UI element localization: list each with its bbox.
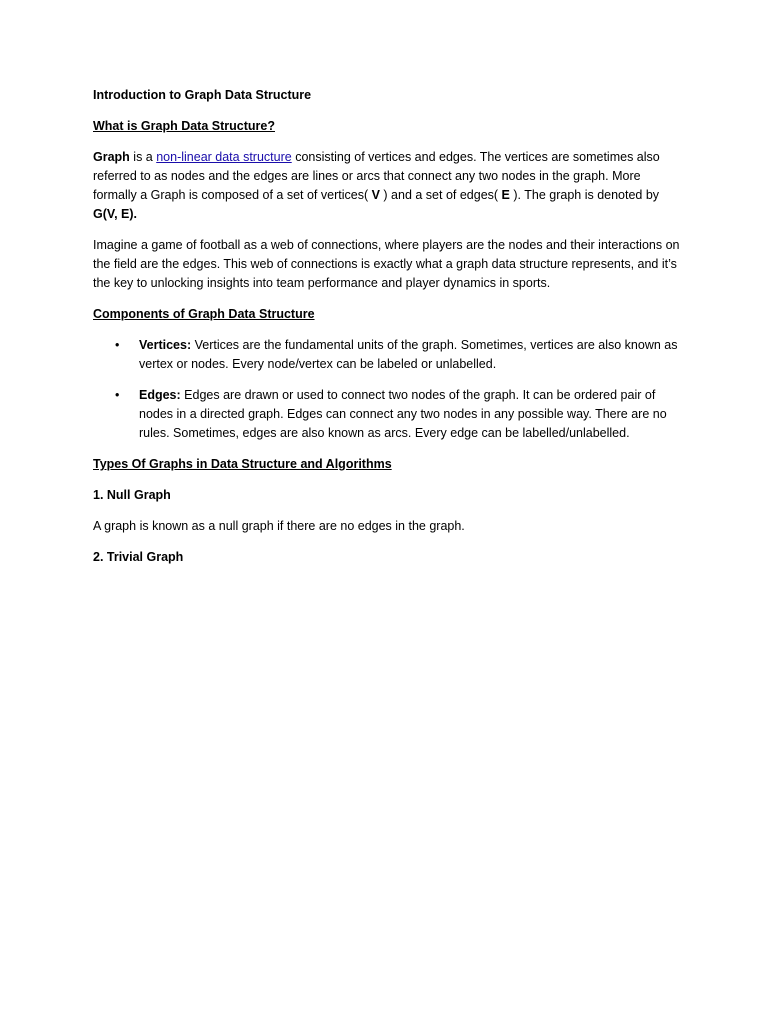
document-title: Introduction to Graph Data Structure: [93, 88, 312, 102]
vertices-symbol: V: [371, 188, 380, 202]
trivial-graph-heading: 2. Trivial Graph: [93, 550, 184, 564]
football-analogy-paragraph: Imagine a game of football as a web of connections, where players are the nodes and their interactions on the field are the edges. This web of connections is exactly what a graph data structure represents, and it’s the key to unlocking insights into team performance and player dynamics in sports.: [93, 238, 680, 290]
list-item-vertices: [139, 336, 683, 374]
definition-text-c: ) and a set of edges(: [379, 188, 502, 202]
definition-text-b: consisting of vertices and edges. The vertices are sometimes also referred to as nodes and the edges are lines or arcs that connect any two nodes in the graph. More formally a Graph is composed of a set of vertices(: [93, 150, 660, 202]
section-heading-components: Components of Graph Data Structure: [93, 307, 315, 321]
null-graph-heading: 1. Null Graph: [93, 488, 171, 502]
definition-text-d: ). The graph is denoted by: [509, 188, 660, 202]
graph-notation: G(V, E).: [93, 207, 137, 221]
edges-term: Edges:: [139, 388, 181, 402]
definition-text-a: is a: [129, 150, 157, 164]
components-list: [93, 336, 683, 443]
section-heading-types-of-graphs: Types Of Graphs in Data Structure and Algorithms: [93, 457, 392, 471]
graph-definition-paragraph: [93, 148, 683, 224]
edges-description: Edges are drawn or used to connect two nodes of the graph. It can be ordered pair of nodes in a directed graph. Edges can connect any two nodes in any possible way. There are no rules. Sometimes, edges are also known as arcs. Every edge can be labelled/unlabelled.: [139, 388, 667, 440]
non-linear-data-structure-link[interactable]: non-linear data structure: [156, 150, 292, 164]
graph-term: Graph: [93, 150, 130, 164]
section-heading-what-is-graph: What is Graph Data Structure?: [93, 119, 275, 133]
vertices-term: Vertices:: [139, 338, 192, 352]
null-graph-description: A graph is known as a null graph if there are no edges in the graph.: [93, 519, 465, 533]
list-item-edges: [139, 386, 683, 443]
vertices-description: Vertices are the fundamental units of the graph. Sometimes, vertices are also known as vertex or nodes. Every node/vertex can be labeled or unlabelled.: [139, 338, 678, 371]
document-page: [93, 86, 683, 579]
edges-symbol: E: [501, 188, 510, 202]
